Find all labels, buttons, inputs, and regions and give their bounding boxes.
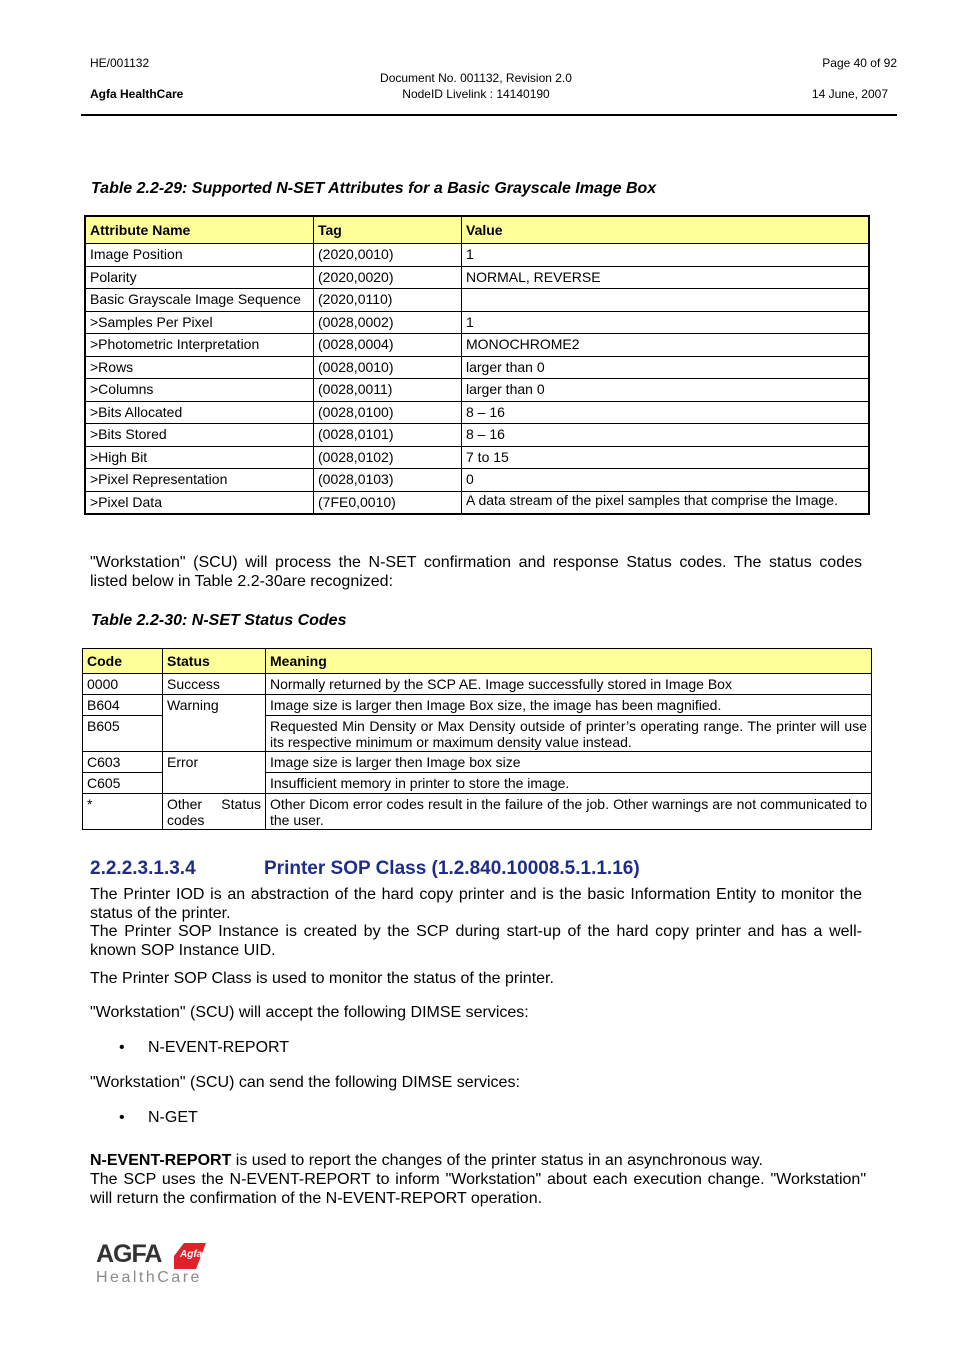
section-paragraph: The Printer SOP Class is used to monitor the status of the printer.	[90, 970, 554, 987]
doc-date: 14 June, 2007	[811, 87, 888, 101]
company-name: Agfa HealthCare	[90, 87, 184, 101]
status-code: C605	[83, 773, 163, 794]
column-header: Value	[462, 216, 870, 244]
attribute-name: >Pixel Data	[85, 491, 314, 514]
status-codes-table	[82, 648, 872, 830]
column-header: Tag	[314, 216, 462, 244]
intro-paragraph: "Workstation" (SCU) will process the N-SET confirmation and response Status codes. The status codes listed below in Table 2.2-30are recognized:	[90, 554, 862, 590]
attribute-name: Basic Grayscale Image Sequence	[85, 289, 314, 312]
table-row	[83, 695, 872, 716]
status-label: Warning	[163, 695, 266, 752]
attribute-value: larger than 0	[462, 379, 870, 402]
node-id: NodeID Livelink : 14140190	[402, 87, 550, 101]
attribute-value: 7 to 15	[462, 446, 870, 469]
status-code: *	[83, 794, 163, 830]
status-meaning: Image size is larger then Image box size	[266, 752, 872, 773]
attribute-tag: (0028,0100)	[314, 401, 462, 424]
section-paragraph: The Printer IOD is an abstraction of the hard copy printer and is the basic Information Entity to monitor the status of the printer.	[90, 886, 862, 922]
attribute-name: >Rows	[85, 356, 314, 379]
table-row	[85, 266, 869, 289]
agfa-logo	[96, 1240, 216, 1290]
attributes-table	[84, 215, 870, 515]
attribute-value: 1	[462, 244, 870, 267]
attribute-tag: (0028,0010)	[314, 356, 462, 379]
column-header: Code	[83, 649, 163, 674]
table1-caption: Table 2.2-29: Supported N-SET Attributes for a Basic Grayscale Image Box	[91, 180, 657, 197]
attribute-value: larger than 0	[462, 356, 870, 379]
table-row	[85, 311, 869, 334]
attribute-tag: (0028,0002)	[314, 311, 462, 334]
logo-word: AGFA	[96, 1240, 162, 1268]
table-row	[85, 469, 869, 492]
section-number: 2.2.2.3.1.3.4	[90, 858, 196, 879]
section-paragraph: "Workstation" (SCU) will accept the following DIMSE services:	[90, 1004, 529, 1021]
section-paragraph: The Printer SOP Instance is created by the SCP during start-up of the hard copy printer and has a well-known SOP Instance UID.	[90, 923, 862, 959]
status-label: Error	[163, 752, 266, 794]
table-row	[85, 379, 869, 402]
term-bold: N-EVENT-REPORT	[90, 1152, 232, 1169]
table2-caption: Table 2.2-30: N-SET Status Codes	[91, 612, 347, 629]
agfa-rhombus-icon	[172, 1241, 208, 1271]
attribute-name: >Bits Allocated	[85, 401, 314, 424]
attribute-name: >Samples Per Pixel	[85, 311, 314, 334]
attribute-tag: (0028,0103)	[314, 469, 462, 492]
section-paragraph: "Workstation" (SCU) can send the following DIMSE services:	[90, 1074, 520, 1091]
status-meaning: Other Dicom error codes result in the failure of the job. Other warnings are not communicated to the user.	[266, 794, 872, 830]
table-row	[83, 674, 872, 695]
column-header: Status	[163, 649, 266, 674]
bullet-item: N-GET	[148, 1109, 198, 1126]
attribute-value: NORMAL, REVERSE	[462, 266, 870, 289]
table-header-row	[83, 649, 872, 674]
attribute-value: 8 – 16	[462, 401, 870, 424]
table-row	[85, 244, 869, 267]
status-code: 0000	[83, 674, 163, 695]
table-row	[85, 289, 869, 312]
bullet-marker: •	[119, 1109, 125, 1126]
attribute-name: >High Bit	[85, 446, 314, 469]
attribute-tag: (2020,0020)	[314, 266, 462, 289]
bullet-marker: •	[119, 1039, 125, 1056]
header-rule	[81, 114, 897, 116]
attribute-tag: (2020,0110)	[314, 289, 462, 312]
section-title: Printer SOP Class (1.2.840.10008.5.1.1.16)	[264, 858, 640, 879]
attribute-value	[462, 289, 870, 312]
column-header: Meaning	[266, 649, 872, 674]
attribute-value: A data stream of the pixel samples that comprise the Image.	[462, 491, 870, 514]
table-row	[85, 491, 869, 514]
status-meaning: Image size is larger then Image Box size, the image has been magnified.	[266, 695, 872, 716]
status-label: Other Status codes	[163, 794, 266, 830]
attribute-name: >Pixel Representation	[85, 469, 314, 492]
table-row	[85, 401, 869, 424]
logo-badge-text: Agfa	[180, 1249, 203, 1260]
column-header: Attribute Name	[85, 216, 314, 244]
status-meaning: Normally returned by the SCP AE. Image successfully stored in Image Box	[266, 674, 872, 695]
bullet-item: N-EVENT-REPORT	[148, 1039, 290, 1056]
status-code: B604	[83, 695, 163, 716]
table-row	[83, 794, 872, 830]
attribute-tag: (7FE0,0010)	[314, 491, 462, 514]
status-meaning: Requested Min Density or Max Density outside of printer’s operating range. The printer will use its respective minimum or maximum density value instead.	[266, 716, 872, 752]
logo-subtitle: HealthCare	[96, 1269, 202, 1286]
status-meaning: Insufficient memory in printer to store the image.	[266, 773, 872, 794]
doc-number: Document No. 001132, Revision 2.0	[380, 71, 572, 85]
table-row	[85, 334, 869, 357]
term-description: is used to report the changes of the printer status in an asynchronous way.	[231, 1152, 763, 1169]
status-code: C603	[83, 752, 163, 773]
attribute-tag: (2020,0010)	[314, 244, 462, 267]
attribute-tag: (0028,0102)	[314, 446, 462, 469]
page-number: Page 40 of 92	[822, 56, 897, 70]
table-header-row	[85, 216, 869, 244]
section-paragraph: The SCP uses the N-EVENT-REPORT to inform "Workstation" about each execution change. "Workstation" will return the confirmation of the N-EVENT-REPORT operation.	[90, 1171, 866, 1207]
attribute-name: >Photometric Interpretation	[85, 334, 314, 357]
table-row	[85, 356, 869, 379]
attribute-tag: (0028,0101)	[314, 424, 462, 447]
table-row	[83, 752, 872, 773]
attribute-value: 1	[462, 311, 870, 334]
table-row	[85, 446, 869, 469]
attribute-tag: (0028,0011)	[314, 379, 462, 402]
status-code: B605	[83, 716, 163, 752]
attribute-name: >Columns	[85, 379, 314, 402]
status-label: Success	[163, 674, 266, 695]
doc-code: HE/001132	[90, 56, 150, 70]
attribute-tag: (0028,0004)	[314, 334, 462, 357]
attribute-value: 8 – 16	[462, 424, 870, 447]
attribute-name: Image Position	[85, 244, 314, 267]
attribute-name: >Bits Stored	[85, 424, 314, 447]
section-paragraph	[90, 1151, 862, 1170]
table-row	[85, 424, 869, 447]
attribute-name: Polarity	[85, 266, 314, 289]
attribute-value: 0	[462, 469, 870, 492]
attribute-value: MONOCHROME2	[462, 334, 870, 357]
